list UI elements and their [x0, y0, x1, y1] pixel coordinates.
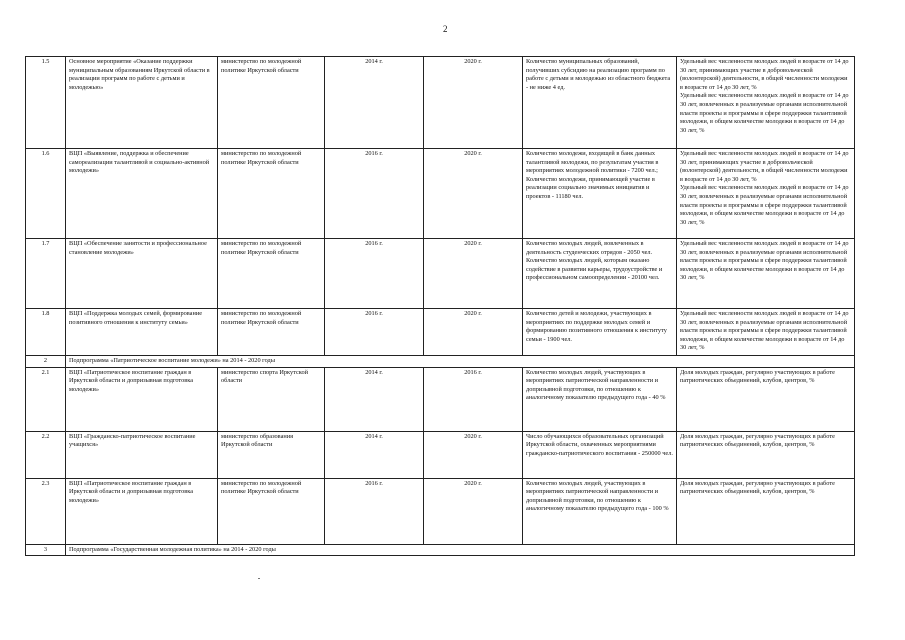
executor: министерство по молодежной политике Иркутской области — [218, 57, 325, 149]
indicator-item: Удельный вес численности молодых людей в возрасте от 14 до 30 лет, принимающих участие в добровольческой (волонтерской) деятельности, в общей численности молодежи в возрасте от 14 до 30 лет, % — [680, 150, 849, 183]
indicators — [677, 57, 855, 149]
program-table — [25, 56, 855, 556]
row-number: 2 — [26, 356, 66, 368]
executor: министерство по молодежной политике Иркутской области — [218, 239, 325, 309]
measure-name: ВЦП «Поддержка молодых семей, формирование позитивного отношения к институту семьи» — [66, 309, 218, 356]
executor: министерство спорта Иркутской области — [218, 367, 325, 431]
page-number: 2 — [443, 24, 448, 34]
row-number: 1.5 — [26, 57, 66, 149]
year-start: 2014 г. — [325, 57, 424, 149]
year-end: 2020 г. — [424, 239, 523, 309]
result-item: Количество молодежи, принимающей участие в реализации социально значимых инициатив и проектов - 11180 чел. — [526, 175, 655, 200]
expected-result — [523, 239, 677, 309]
indicators — [677, 478, 855, 544]
year-end: 2020 г. — [424, 149, 523, 239]
year-end: 2020 г. — [424, 57, 523, 149]
executor: министерство по молодежной политике Иркутской области — [218, 478, 325, 544]
indicator-item: Удельный вес численности молодых людей в возрасте от 14 до 30 лет, вовлеченных в реализуемые органами исполнительной власти проекты и программы в сфере поддержки талантливой молодежи, в общем количестве молодежи в возрасте от 14 до 30 лет, % — [680, 184, 849, 226]
row-number: 1.7 — [26, 239, 66, 309]
table-body — [26, 57, 855, 556]
measure-name: Основное мероприятие «Оказание поддержки муниципальным образованиям Иркутской области в реализации программ по работе с детьми и молодежью» — [66, 57, 218, 149]
indicator-item: Удельный вес численности молодых людей в возрасте от 14 до 30 лет, вовлеченных в реализуемые органами исполнительной власти проекты и программы в сфере поддержки талантливой молодежи, в общем количестве молодежи в возрасте от 14 до 30 лет, % — [680, 240, 849, 282]
indicator-item: Доля молодых граждан, регулярно участвующих в работе патриотических объединений, клубов, центров, % — [680, 432, 835, 449]
result-item: Количество муниципальных образований, получивших субсидию на реализацию программ по работе с детьми и молодежью из областного бюджета - не ниже 4 ед. — [526, 58, 671, 91]
expected-result — [523, 431, 677, 478]
indicator-item: Удельный вес численности молодых людей в возрасте от 14 до 30 лет, принимающих участие в добровольческой (волонтерской) деятельности, в общей численности молодежи в возрасте от 14 до 30 лет, % — [680, 58, 849, 91]
result-item: Количество молодых людей, участвующих в мероприятиях патриотической направленности и допризывной подготовки, по отношению к аналогичному показателю предыдущего года - 40 % — [526, 368, 666, 402]
indicators — [677, 149, 855, 239]
row-number: 2.3 — [26, 478, 66, 544]
indicator-item: Удельный вес численности молодых людей в возрасте от 14 до 30 лет, вовлеченных в реализуемые органами исполнительной власти проекты и программы в сфере поддержки талантливой молодежи, в общем количестве молодежи в возрасте от 14 до 30 лет, % — [680, 310, 849, 352]
table-row — [26, 367, 855, 431]
executor: министерство по молодежной политике Иркутской области — [218, 309, 325, 356]
year-end: 2020 г. — [424, 431, 523, 478]
row-number: 1.6 — [26, 149, 66, 239]
year-start: 2016 г. — [325, 239, 424, 309]
table-row — [26, 431, 855, 478]
table-row — [26, 149, 855, 239]
row-number: 1.8 — [26, 309, 66, 356]
year-start: 2014 г. — [325, 431, 424, 478]
measure-name: ВЦП «Патриотическое воспитание граждан в Иркутской области и допризывная подготовка молодежи» — [66, 367, 218, 431]
result-item: Количество молодых людей, участвующих в мероприятиях патриотической направленности и допризывной подготовки, по отношению к аналогичному показателю предыдущего года - 100 % — [526, 479, 669, 513]
indicators — [677, 367, 855, 431]
table-row — [26, 478, 855, 544]
executor: министерство образования Иркутской области — [218, 431, 325, 478]
expected-result — [523, 149, 677, 239]
expected-result — [523, 367, 677, 431]
table-row — [26, 239, 855, 309]
indicator-item: Удельный вес численности молодых людей в возрасте от 14 до 30 лет, вовлеченных в реализуемые органами исполнительной власти проекты и программы в сфере поддержки талантливой молодежи, в общем количестве молодежи в возрасте от 14 до 30 лет, % — [680, 92, 849, 134]
indicator-item: Доля молодых граждан, регулярно участвующих в работе патриотических объединений, клубов, центров, % — [680, 368, 835, 385]
row-number: 2.2 — [26, 431, 66, 478]
scan-speck — [258, 578, 260, 579]
subprogram-title: Подпрограмма «Патриотическое воспитание молодежи» на 2014 - 2020 годы — [66, 356, 855, 368]
year-start: 2016 г. — [325, 309, 424, 356]
indicators — [677, 239, 855, 309]
expected-result — [523, 309, 677, 356]
subprogram-row — [26, 544, 855, 556]
measure-name: ВЦП «Обеспечение занятости и профессиональное становление молодежи» — [66, 239, 218, 309]
expected-result — [523, 57, 677, 149]
year-start: 2016 г. — [325, 149, 424, 239]
measure-name: ВЦП «Гражданско-патриотическое воспитание учащихся» — [66, 431, 218, 478]
subprogram-row — [26, 356, 855, 368]
result-item: Число обучающихся образовательных организаций Иркутской области, охваченных мероприятиями гражданско-патриотического воспитания - 250000 чел. — [526, 432, 673, 457]
year-start: 2014 г. — [325, 367, 424, 431]
indicators — [677, 309, 855, 356]
result-item: Количество молодых людей, которым оказано содействие в развитии карьеры, трудоустройстве и профессиональном самоопределении - 20100 чел. — [526, 257, 663, 282]
measure-name: ВЦП «Выявление, поддержка и обеспечение самореализации талантливой и социально-активной молодежи» — [66, 149, 218, 239]
executor: министерство по молодежной политике Иркутской области — [218, 149, 325, 239]
table-row — [26, 309, 855, 356]
result-item: Количество детей и молодежи, участвующих в мероприятиях по поддержке молодых семей и формированию позитивного отношения к институту семьи - 1900 чел. — [526, 310, 667, 343]
subprogram-title: Подпрограмма «Государственная молодежная политика» на 2014 - 2020 годы — [66, 544, 855, 556]
result-item: Количество молодых людей, вовлеченных в деятельность студенческих отрядов - 2050 чел. — [526, 240, 653, 256]
indicator-item: Доля молодых граждан, регулярно участвующих в работе патриотических объединений, клубов, центров, % — [680, 479, 835, 496]
indicators — [677, 431, 855, 478]
table-row — [26, 57, 855, 149]
result-item: Количество молодежи, входящей в банк данных талантливой молодежи, по результатам участия в мероприятиях молодежной политики - 7200 чел.; — [526, 150, 659, 175]
year-end: 2016 г. — [424, 367, 523, 431]
row-number: 2.1 — [26, 367, 66, 431]
year-start: 2016 г. — [325, 478, 424, 544]
row-number: 3 — [26, 544, 66, 556]
expected-result — [523, 478, 677, 544]
year-end: 2020 г. — [424, 309, 523, 356]
year-end: 2020 г. — [424, 478, 523, 544]
measure-name: ВЦП «Патриотическое воспитание граждан в Иркутской области и допризывная подготовка молодежи» — [66, 478, 218, 544]
